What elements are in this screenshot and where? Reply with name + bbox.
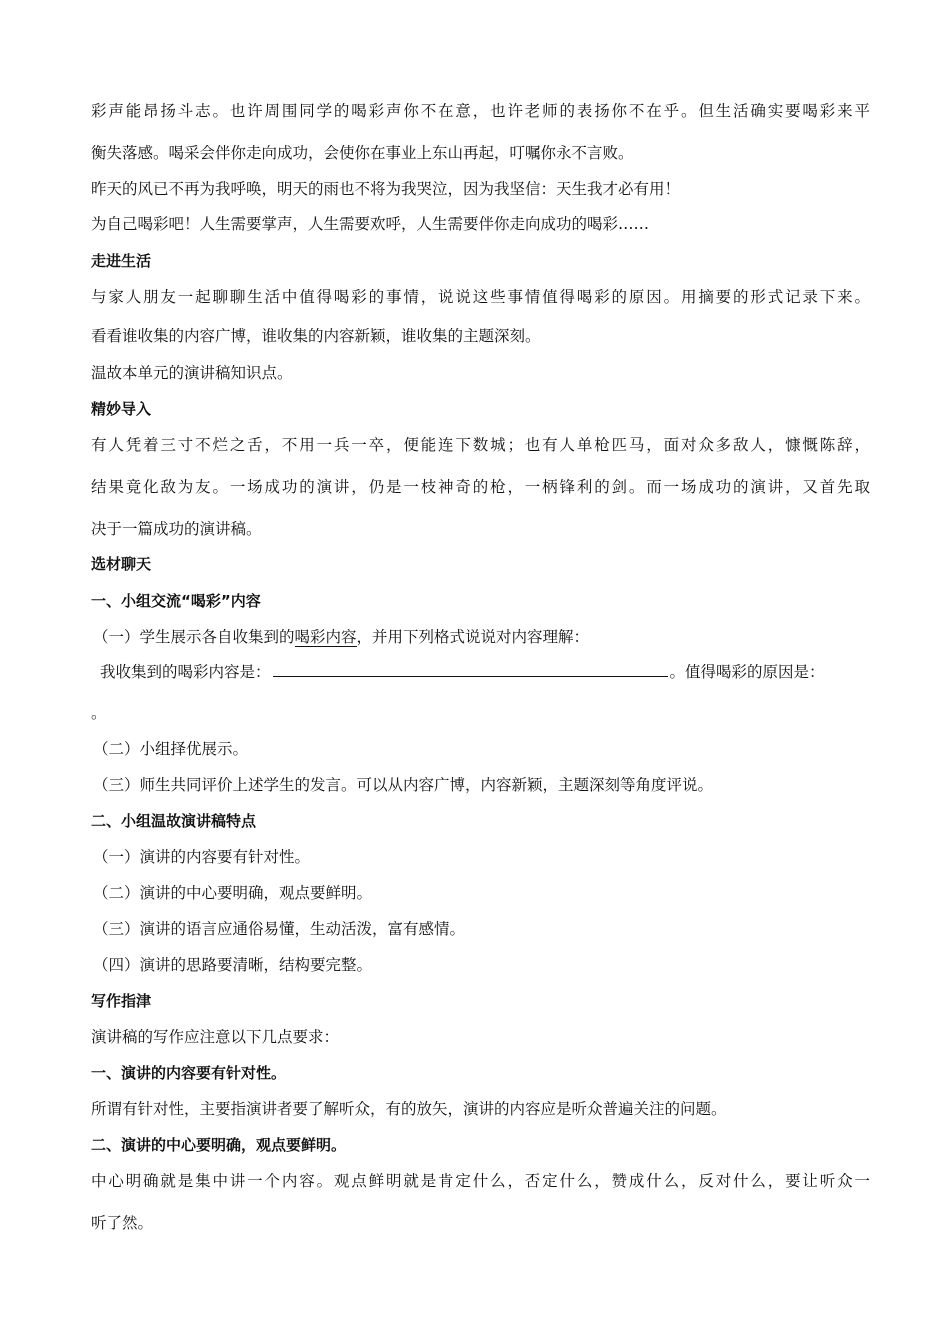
fill-in-line [100, 661, 864, 683]
list-item: （三）演讲的语言应通俗易懂，生动活泼，富有感情。 [93, 920, 466, 938]
paragraph-line: 温故本单元的演讲稿知识点。 [91, 364, 293, 382]
paragraph-line: 结果竟化敌为友。一场成功的演讲，仍是一枝神奇的枪，一柄锋利的剑。而一场成功的演讲，又首先取 [91, 478, 870, 496]
paragraph-line: 有人凭着三寸不烂之舌，不用一兵一卒，便能连下数城；也有人单枪匹马，面对众多敌人，慷慨陈辞， [91, 436, 870, 454]
paragraph-line: 中心明确就是集中讲一个内容。观点鲜明就是肯定什么，否定什么，赞成什么，反对什么，要让听众一 [91, 1172, 870, 1190]
list-item: （一）演讲的内容要有针对性。 [93, 848, 311, 866]
answer-blank[interactable] [273, 661, 668, 677]
underlined-text: 喝彩内容 [294, 628, 357, 646]
list-item-text: （一）学生展示各自收集到的 [93, 628, 295, 646]
subsection-heading: 一、演讲的内容要有针对性。 [91, 1064, 287, 1082]
list-item: （四）演讲的思路要清晰，结构要完整。 [93, 956, 373, 974]
section-heading: 写作指津 [91, 992, 152, 1010]
prompt-text: 。值得喝彩的原因是： [669, 663, 825, 681]
section-heading: 选材聊天 [91, 555, 152, 573]
list-item: （二）演讲的中心要明确，观点要鲜明。 [93, 884, 373, 902]
prompt-text: 我收集到的喝彩内容是： [100, 663, 271, 681]
paragraph-line: 听了然。 [91, 1214, 154, 1232]
paragraph-line: 演讲稿的写作应注意以下几点要求： [91, 1028, 340, 1046]
subsection-heading: 二、小组温故演讲稿特点 [91, 812, 257, 830]
paragraph-line: 所谓有针对性，主要指演讲者要了解听众，有的放矢，演讲的内容应是听众普遍关注的问题。 [91, 1100, 727, 1118]
paragraph-line: 与家人朋友一起聊聊生活中值得喝彩的事情，说说这些事情值得喝彩的原因。用摘要的形式记录下来。 [91, 288, 870, 306]
paragraph-line: 衡失落感。喝采会伴你走向成功，会使你在事业上东山再起，叮嘱你永不言败。 [91, 144, 634, 162]
list-item: （三）师生共同评价上述学生的发言。可以从内容广博，内容新颖，主题深刻等角度评说。 [93, 776, 714, 794]
subsection-heading: 一、小组交流“喝彩”内容 [91, 592, 261, 610]
paragraph-line: 看看谁收集的内容广博，谁收集的内容新颖，谁收集的主题深刻。 [91, 327, 541, 345]
list-item-text: ，并用下列格式说说对内容理解： [356, 628, 590, 646]
paragraph-line: 彩声能昂扬斗志。也许周围同学的喝彩声你不在意，也许老师的表扬你不在乎。但生活确实要喝彩来平 [91, 102, 870, 120]
section-heading: 走进生活 [91, 252, 152, 270]
section-heading: 精妙导入 [91, 400, 152, 418]
list-item [93, 626, 870, 648]
subsection-heading: 二、演讲的中心要明确，观点要鲜明。 [91, 1136, 347, 1154]
paragraph-line: 为自己喝彩吧！人生需要掌声，人生需要欢呼，人生需要伴你走向成功的喝彩…… [91, 215, 650, 233]
paragraph-line: 昨天的风已不再为我呼唤，明天的雨也不将为我哭泣，因为我坚信：天生我才必有用！ [91, 180, 681, 198]
list-item: （二）小组择优展示。 [93, 740, 249, 758]
paragraph-line: 。 [91, 704, 107, 722]
paragraph-line: 决于一篇成功的演讲稿。 [91, 520, 262, 538]
